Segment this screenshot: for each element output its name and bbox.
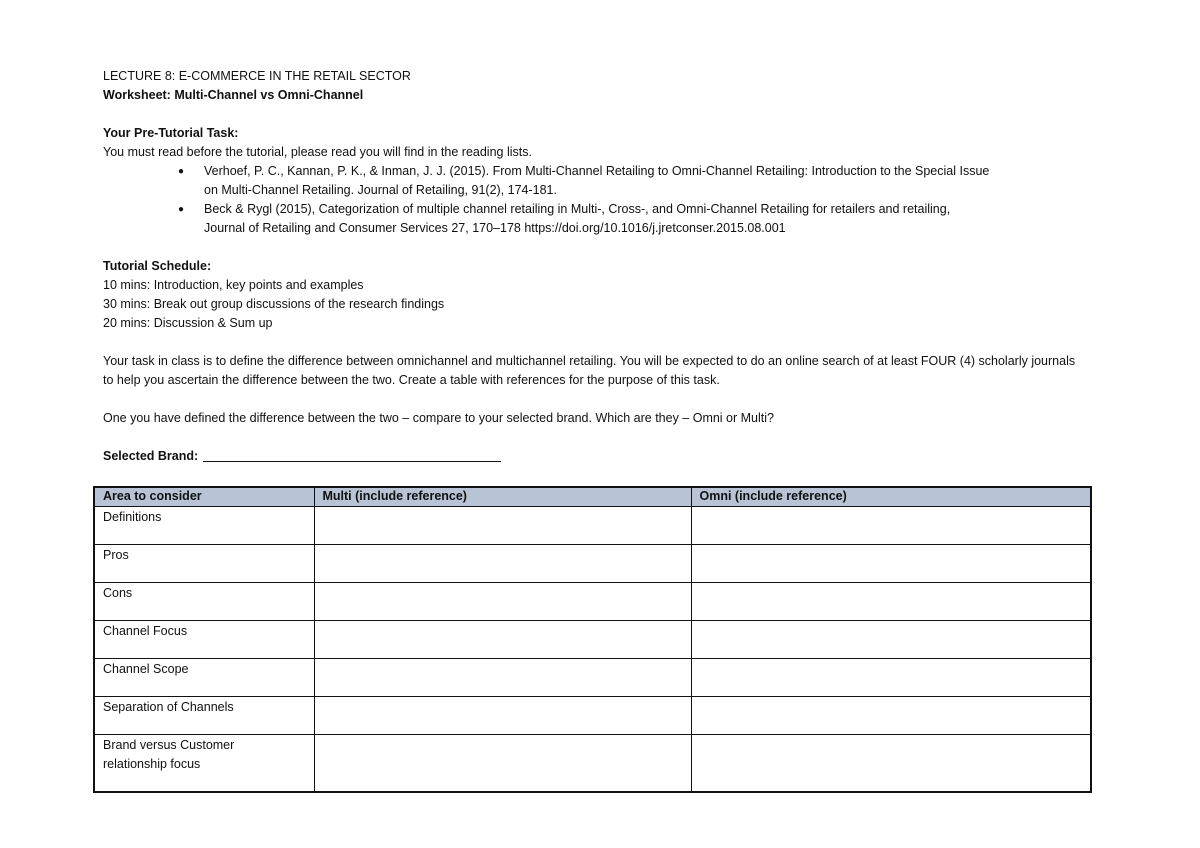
row-label: Channel Focus [94,621,314,659]
row-label: Separation of Channels [94,697,314,735]
comparison-table [93,486,1092,793]
omni-cell[interactable] [691,735,1091,793]
document-page [103,67,1093,466]
selected-brand-label: Selected Brand: [103,449,199,463]
omni-cell[interactable] [691,659,1091,697]
compare-paragraph: One you have defined the difference between the two – compare to your selected brand. Which are they – Omni or Multi? [103,411,774,425]
table-row [94,621,1091,659]
column-header-multi: Multi (include reference) [314,487,691,507]
row-label: Definitions [94,507,314,545]
schedule-heading: Tutorial Schedule: [103,259,212,273]
table-row [94,735,1091,793]
table-header-row [94,487,1091,507]
omni-cell[interactable] [691,507,1091,545]
lecture-title: LECTURE 8: E-COMMERCE IN THE RETAIL SECTOR [103,69,411,83]
schedule-item: 30 mins: Break out group discussions of the research findings [103,297,445,311]
multi-cell[interactable] [314,659,691,697]
table-row [94,507,1091,545]
table-row [94,545,1091,583]
multi-cell[interactable] [314,621,691,659]
pre-task-heading: Your Pre-Tutorial Task: [103,126,239,140]
row-label: Channel Scope [94,659,314,697]
selected-brand-row [103,447,1093,466]
omni-cell[interactable] [691,583,1091,621]
row-label: Brand versus Customer relationship focus [94,735,314,793]
reference-text: Verhoef, P. C., Kannan, P. K., & Inman, J. J. (2015). From Multi-Channel Retailing to Omni-Channel Retailing: Introduction to the Special Issue on Multi-Channel Retailing. Journal of Retailing, 91(2), 174-181. [204,164,990,197]
worksheet-title: Worksheet: Multi-Channel vs Omni-Channel [103,88,364,102]
bullet-icon: ● [178,204,185,215]
selected-brand-field[interactable] [203,447,501,462]
pre-task-intro: You must read before the tutorial, please read you will find in the reading lists. [103,145,532,159]
column-header-area: Area to consider [94,487,314,507]
multi-cell[interactable] [314,545,691,583]
column-header-omni: Omni (include reference) [691,487,1091,507]
row-label: Cons [94,583,314,621]
task-paragraph: Your task in class is to define the difference between omnichannel and multichannel retailing. You will be expected to do an online search of at least FOUR (4) scholarly journals to help you ascertain the difference between the two. Create a table with references for the purpose of this task. [103,354,1076,387]
row-label: Pros [94,545,314,583]
omni-cell[interactable] [691,545,1091,583]
schedule-item: 10 mins: Introduction, key points and examples [103,278,364,292]
bullet-icon: ● [178,166,185,177]
omni-cell[interactable] [691,621,1091,659]
multi-cell[interactable] [314,583,691,621]
multi-cell[interactable] [314,697,691,735]
reference-text: Beck & Rygl (2015), Categorization of multiple channel retailing in Multi-, Cross-, and Omni-Channel Retailing for retailers and retailing, Journal of Retailing and Consumer Services 27, 170–178 https://doi.org/10.1016/j.jretconser.2015.08.001 [204,202,951,235]
multi-cell[interactable] [314,507,691,545]
reference-item [178,200,1093,238]
table-row [94,583,1091,621]
schedule-item: 20 mins: Discussion & Sum up [103,316,273,330]
omni-cell[interactable] [691,697,1091,735]
table-row [94,659,1091,697]
multi-cell[interactable] [314,735,691,793]
reference-item [178,162,1093,200]
table-row [94,697,1091,735]
